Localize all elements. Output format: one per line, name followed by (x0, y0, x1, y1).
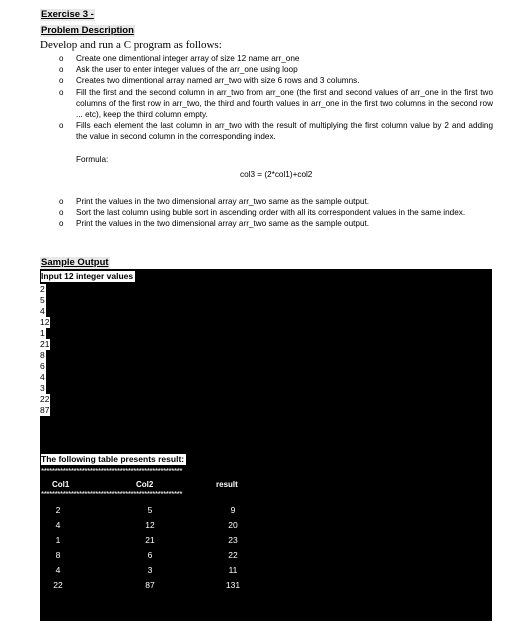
table-row (40, 550, 492, 562)
cell-col2: 6 (147, 550, 153, 560)
task-item: o Print the values in the two dimensional array arr_two same as the sample output. (0, 196, 493, 207)
task-list-part1 (0, 53, 493, 143)
cell-col2: 87 (145, 580, 155, 590)
input-value: 21 (40, 339, 50, 349)
input-value: 4 (40, 372, 45, 382)
input-value: 87 (40, 405, 50, 415)
task-item: o Creates two dimentional array named arr_two with size 6 rows and 3 columns. (0, 75, 493, 86)
cell-result: 20 (228, 520, 238, 530)
star-divider: **************************************************** (41, 468, 183, 476)
cell-col1: 8 (55, 550, 61, 560)
task-item: o Sort the last column using buble sort in ascending order with all its correspondent values in the same index. (0, 207, 493, 218)
star-divider: **************************************************** (41, 491, 183, 499)
formula-label: Formula: (76, 155, 109, 164)
task-item: o Print the values in the two dimensional array arr_two same as the sample output. (0, 218, 493, 229)
cell-result: 11 (228, 565, 238, 575)
cell-result: 9 (230, 505, 236, 515)
cell-col1: 4 (55, 520, 61, 530)
header-result: result (216, 480, 238, 489)
formula: col3 = (2*col1)+col2 (240, 170, 313, 179)
result-title: The following table presents result: (41, 454, 185, 464)
exercise-title: Exercise 3 - (41, 9, 94, 20)
task-item: o Ask the user to enter integer values of the arr_one using loop (0, 64, 493, 75)
input-value: 1 (40, 328, 45, 338)
cell-col2: 5 (147, 505, 153, 515)
cell-col2: 3 (147, 565, 153, 575)
input-values-list (40, 284, 50, 416)
input-prompt: Input 12 integer values (41, 271, 134, 281)
task-item: o Create one dimentional integer array of size 12 name arr_one (0, 53, 493, 64)
input-value: 22 (40, 394, 50, 404)
intro-text: Develop and run a C program as follows: (40, 39, 222, 51)
input-value: 2 (40, 284, 45, 294)
cell-col2: 21 (145, 535, 155, 545)
cell-col1: 1 (55, 535, 61, 545)
table-row (40, 565, 492, 577)
problem-description-heading: Problem Description (41, 25, 134, 36)
input-value: 6 (40, 361, 45, 371)
cell-result: 22 (228, 550, 238, 560)
table-row (40, 505, 492, 517)
input-value: 12 (40, 317, 50, 327)
console-output (40, 269, 492, 621)
input-value: 5 (40, 295, 45, 305)
header-col2: Col2 (136, 480, 154, 489)
input-value: 3 (40, 383, 45, 393)
cell-result: 23 (228, 535, 238, 545)
task-item: o Fills each element the last column in arr_two with the result of multiplying the first column value by 2 and adding the value in second column in the corresponding index. (0, 120, 493, 142)
cell-col1: 4 (55, 565, 61, 575)
header-col1: Col1 (52, 480, 70, 489)
table-row (40, 580, 492, 592)
cell-col1: 2 (55, 505, 61, 515)
cell-col2: 12 (145, 520, 155, 530)
input-value: 4 (40, 306, 45, 316)
table-row (40, 535, 492, 547)
table-row (40, 520, 492, 532)
input-value: 8 (40, 350, 45, 360)
sample-output-heading: Sample Output (41, 257, 109, 268)
cell-col1: 22 (53, 580, 63, 590)
task-item: o Fill the first and the second column in arr_two from arr_one (the first and second values of arr_one in the first two columns of the first row in arr_two, the third and fourth values in arr_one in the first two columns in the second row ... etc), keep the third column empty. (0, 87, 493, 121)
task-list-part2 (0, 196, 493, 230)
cell-result: 131 (225, 580, 241, 590)
